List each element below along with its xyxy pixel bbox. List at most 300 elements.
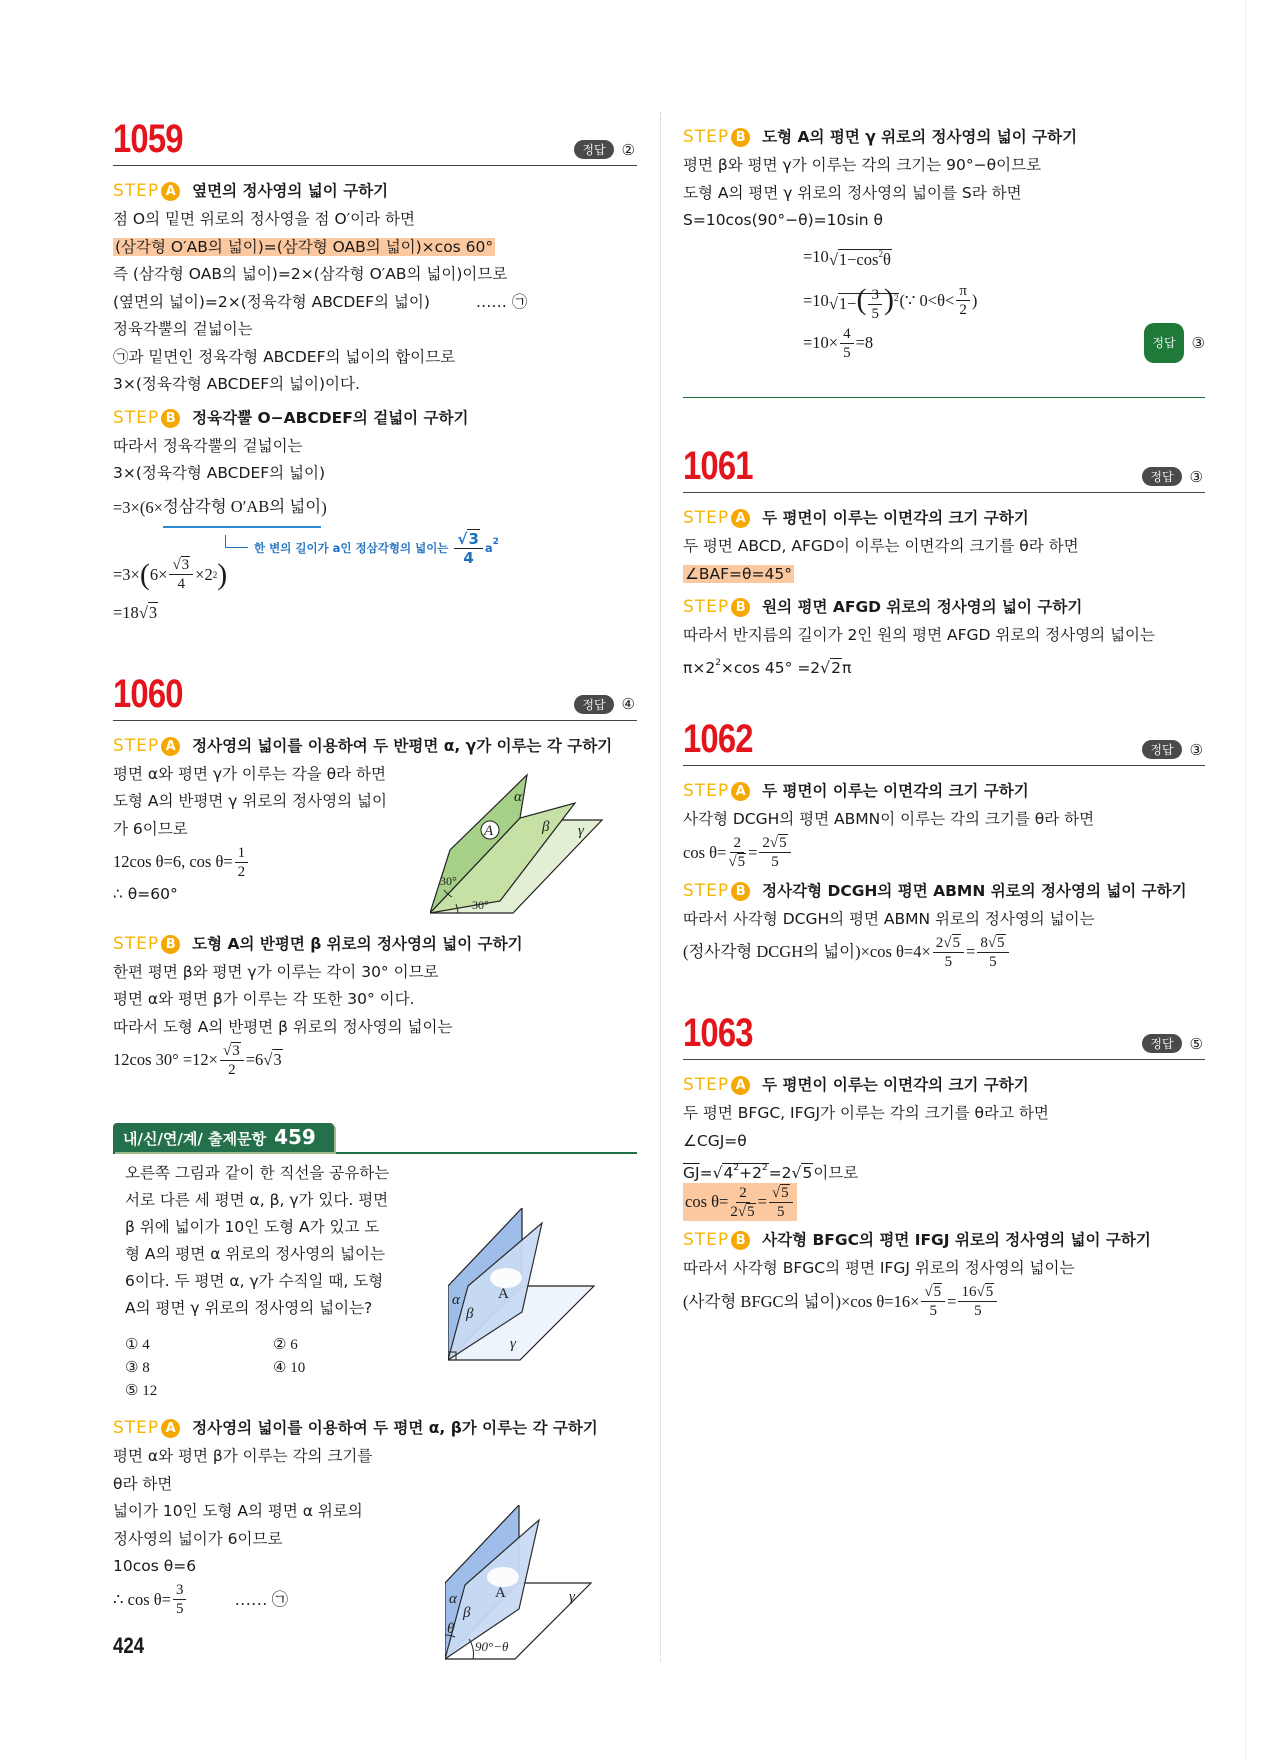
box-title: [113, 1123, 334, 1152]
step-label: STEP: [113, 1418, 160, 1438]
text-segment: 사각형 DCGH의 평면 ABMN이 이루는 각의 크기를 θ라 하면: [683, 810, 1095, 829]
numerator: [759, 834, 790, 853]
text-segment: …… ㉠: [234, 1589, 289, 1609]
math-line: [683, 1183, 1205, 1222]
text-segment: 따라서 사각형 BFGC의 평면 IFGJ 위로의 정사영의 넓이는: [683, 1259, 1075, 1278]
square-root: [976, 1283, 994, 1300]
numerator: [169, 556, 193, 575]
segment-group: [254, 529, 499, 567]
equation-tag: [476, 289, 527, 317]
figure-label: α: [452, 1292, 460, 1308]
math-line: [683, 1283, 1205, 1321]
answer-value: ②: [621, 140, 635, 159]
right-column: [683, 118, 1205, 1321]
text-segment: cos θ=: [685, 1191, 729, 1211]
text-line: [683, 1128, 1205, 1156]
text-segment: 2: [715, 657, 721, 668]
problem-header: [113, 668, 637, 721]
segment-group: [113, 375, 360, 393]
segment-group: [762, 882, 1186, 900]
text-segment: 따라서 반지름의 길이가 2인 원의 평면 AFGD 위로의 정사영의 넓이는: [683, 626, 1155, 645]
text-segment: (옆면의 넓이)=2×(정육각형 ABCDEF의 넓이): [113, 292, 430, 311]
denominator: [974, 1302, 982, 1320]
text-segment: 가 6이므로: [113, 819, 188, 838]
text-segment: π×2: [683, 658, 716, 677]
fraction: [730, 1184, 755, 1221]
text-segment: ): [217, 557, 228, 591]
figure-label: γ: [578, 823, 584, 839]
figure-label: α: [514, 789, 522, 805]
text-line: [683, 650, 1205, 678]
figure-label: γ: [569, 1589, 575, 1605]
figure-label: A: [495, 1585, 506, 1601]
text-segment: 원의 평면 AFGD 위로의 정사영의 넓이 구하기: [762, 598, 1083, 617]
figure-three-planes: [448, 1208, 598, 1366]
problem-header: [683, 1007, 1205, 1060]
text-segment: =: [757, 1191, 767, 1211]
figure-half-planes-green: [430, 773, 604, 917]
box-header: [113, 1123, 637, 1154]
text-segment: 도형 A의 평면 γ 위로의 정사영의 넓이를 S라 하면: [683, 183, 1022, 202]
segment-group: [683, 810, 1094, 828]
text-segment: 10cos θ=6: [113, 1557, 197, 1575]
answer-value: ⑤: [1189, 1034, 1203, 1053]
fraction: [235, 844, 249, 881]
text-segment: =10: [803, 246, 829, 266]
fraction: [769, 1184, 793, 1221]
text-segment: ): [321, 497, 327, 517]
segment-group: [192, 182, 388, 200]
text-line: [113, 1014, 637, 1042]
figure-label: β: [466, 1306, 474, 1322]
fraction: [840, 325, 854, 362]
step-heading: [113, 929, 637, 959]
text-segment: 5: [933, 1284, 942, 1301]
text-segment: 정육각뿔 O−ABCDEF의 겉넓이 구하기: [192, 408, 469, 427]
text-segment: 5: [843, 344, 851, 361]
text-segment: =18: [113, 602, 139, 622]
text-line: [113, 344, 637, 372]
step-letter-badge: B: [731, 1231, 750, 1250]
text-segment: +2: [739, 1164, 762, 1183]
text-segment: 이므로: [813, 1164, 859, 1183]
superscript: [894, 293, 899, 303]
numerator: [730, 834, 744, 853]
segment-group: [762, 1076, 1029, 1094]
step-heading: [113, 731, 637, 761]
step-letter-badge: B: [731, 598, 750, 617]
text-segment: 5: [771, 854, 779, 871]
segment-group: [936, 934, 961, 951]
segment-group: [113, 1502, 363, 1520]
figure-label: β: [463, 1605, 471, 1621]
text-line: [113, 206, 637, 234]
square-root: [770, 834, 788, 851]
answer-value: ③: [1189, 467, 1203, 486]
segment-group: [113, 1475, 172, 1493]
square-root: [829, 235, 892, 279]
segment-group: [113, 1018, 452, 1036]
text-line: [683, 561, 1205, 589]
step-heading: [113, 403, 637, 433]
text-segment: 2: [762, 835, 770, 852]
question-line: A의 평면 γ 위로의 정사영의 넓이는?: [125, 1299, 373, 1317]
square-root: [829, 279, 900, 324]
text-line: [113, 460, 637, 488]
text-segment: =3×(6×: [113, 497, 163, 517]
text-segment: 1−cos: [838, 249, 879, 269]
text-segment: 3×(정육각형 ABCDEF의 넓이): [113, 464, 326, 482]
math-line: [113, 556, 637, 594]
text-segment: 넓이가 10인 도형 A의 평면 α 위로의: [113, 1502, 363, 1520]
text-line: [113, 1443, 637, 1471]
text-line: [683, 1255, 1205, 1283]
text-segment: 5: [737, 854, 746, 871]
segment-group: [683, 565, 794, 583]
problem-number: 1063: [683, 1011, 753, 1056]
text-line: [683, 152, 1205, 180]
text-segment: 5: [747, 1204, 755, 1221]
text-segment: 2: [935, 934, 944, 951]
segment-group: [113, 210, 415, 228]
question-line: 서로 다른 세 평면 α, β, γ가 있다. 평면: [125, 1191, 389, 1209]
text-line: [113, 959, 637, 987]
numerator: [173, 1581, 187, 1600]
question-line: β 위에 넓이가 10인 도형 A가 있고 도: [125, 1218, 380, 1236]
text-segment: 정삼각형 O′AB의 넓이: [162, 496, 322, 516]
problem-number: 1062: [683, 717, 753, 762]
radicand: [838, 282, 900, 323]
text-segment: 3: [175, 1582, 184, 1598]
denominator: [178, 575, 186, 593]
text-segment: ): [971, 290, 978, 310]
segment-group: [762, 834, 787, 851]
fraction: [173, 1581, 187, 1618]
page-edge: [1245, 0, 1246, 1762]
superscript: [493, 537, 499, 547]
text-segment: 1: [237, 844, 246, 861]
square-root: [728, 853, 746, 870]
segment-group: [113, 265, 507, 283]
text-segment: 4: [177, 576, 186, 592]
denominator: [730, 1203, 755, 1221]
radicand: [985, 1283, 995, 1300]
denominator: [238, 863, 246, 881]
choice: ① 4: [125, 1337, 150, 1353]
text-segment: 정사영의 넓이를 이용하여 두 평면 α, β가 이루는 각 구하기: [192, 1419, 598, 1437]
text-segment: 따라서 정육각뿔의 겉넓이는: [113, 436, 303, 455]
step-heading: [683, 876, 1205, 906]
figure-three-planes-angles: [445, 1505, 595, 1663]
segment-group: [762, 598, 1082, 616]
step-heading: [113, 1413, 637, 1443]
text-segment: 정사영의 넓이를 이용하여 두 반평면 α, γ가 이루는 각 구하기: [192, 736, 613, 755]
annotation-note: [113, 528, 637, 567]
answer-badge: 정답: [1142, 1034, 1181, 1053]
highlight: [683, 565, 794, 583]
fraction: [958, 1283, 997, 1320]
text-segment: π: [959, 283, 967, 300]
segment-group: [113, 1557, 196, 1575]
text-segment: 두 평면이 이루는 이면각의 크기 구하기: [762, 782, 1029, 801]
numerator: [921, 1283, 945, 1302]
text-segment: 사각형 BFGC의 평면 IFGJ 위로의 정사영의 넓이 구하기: [762, 1231, 1151, 1250]
numerator: [868, 286, 882, 305]
text-segment: ∠BAF=θ=45°: [685, 564, 792, 583]
segment-group: [961, 1283, 994, 1300]
text-segment: (사각형 BFGC의 넓이)×cos θ=16×: [683, 1291, 920, 1311]
step-letter-badge: A: [161, 182, 180, 201]
step-label: STEP: [683, 508, 730, 529]
text-segment: 도형 A의 반평면 γ 위로의 정사영의 넓이: [113, 792, 387, 810]
answer: [574, 695, 635, 714]
text-segment: =: [947, 1291, 957, 1311]
text-segment: ∴ θ=60°: [113, 885, 178, 903]
denominator: [463, 549, 473, 567]
text-segment: =8: [855, 333, 874, 353]
text-segment: =10: [803, 290, 829, 310]
text-segment: =: [748, 842, 758, 862]
choice: ② 6: [273, 1337, 298, 1353]
text-line: [683, 533, 1205, 561]
text-segment: 두 평면 ABCD, AFGD이 이루는 이면각의 크기를 θ라 하면: [683, 537, 1079, 556]
text-segment: 5: [871, 306, 879, 323]
text-segment: 5: [781, 1185, 789, 1202]
text-line: [113, 234, 637, 262]
square-root: [172, 556, 190, 573]
radicand: [778, 834, 788, 851]
text-segment: 3: [871, 287, 879, 304]
question-line: 형 A의 평면 α 위로의 정사영의 넓이는: [125, 1245, 386, 1263]
text-segment: =: [966, 942, 976, 962]
radicand: [722, 1163, 768, 1182]
segment-overline: [683, 1164, 700, 1182]
text-segment: 옆면의 정사영의 넓이 구하기: [192, 182, 389, 200]
text-segment: =2: [768, 1164, 792, 1183]
segment-group: [683, 910, 1095, 928]
text-line: [113, 289, 637, 317]
text-segment: (∵ 0<θ<: [899, 290, 955, 310]
text-segment: 1−: [838, 293, 857, 313]
segment-group: [192, 1419, 598, 1437]
square-root: [988, 934, 1006, 951]
fraction: [933, 934, 964, 971]
denominator: [930, 1302, 938, 1320]
step-heading: [113, 176, 637, 206]
denominator: [871, 305, 879, 323]
large-parenthesis: [884, 283, 894, 316]
step-label: STEP: [683, 127, 730, 147]
text-segment: π: [841, 658, 852, 677]
text-line: [113, 316, 637, 344]
segment-group: [683, 1132, 747, 1150]
figure-label: γ: [510, 1336, 516, 1352]
answer-badge: 정답: [574, 695, 613, 714]
page-number: 424: [113, 1632, 145, 1658]
text-segment: 3: [232, 1042, 240, 1059]
question-line: 6이다. 두 평면 α, γ가 수직일 때, 도형: [125, 1272, 384, 1290]
text-line: [113, 371, 637, 399]
text-segment: 평면 α와 평면 γ가 이루는 각을 θ라 하면: [113, 764, 386, 783]
text-segment: 12cos θ=6, cos θ=: [113, 852, 233, 871]
segment-group: [113, 293, 527, 311]
segment-group: [762, 509, 1029, 527]
box-label: 내/신/연/계/ 출제문항: [123, 1130, 267, 1148]
text-segment: (: [856, 282, 867, 316]
step-label: STEP: [113, 181, 160, 201]
answer: [1142, 740, 1203, 759]
text-segment: ): [883, 282, 894, 316]
question-line: 오른쪽 그림과 같이 한 직선을 공유하는: [125, 1164, 390, 1182]
figure-label: θ: [447, 1621, 455, 1637]
square-root: [792, 1163, 814, 1182]
answer: [574, 140, 635, 159]
answer-badge: 정답: [1144, 323, 1183, 363]
text-line: [683, 1155, 1205, 1183]
text-segment: 4: [463, 548, 474, 567]
answer-value: ③: [1191, 334, 1205, 353]
text-segment: S=10cos(90°−θ)=10sin θ: [683, 211, 883, 229]
segment-group: [723, 1164, 767, 1182]
text-segment: (: [139, 557, 150, 591]
step-heading: [683, 1070, 1205, 1100]
text-segment: 5: [985, 1284, 994, 1301]
text-segment: 한편 평면 β와 평면 γ가 이루는 각이 30° 이므로: [113, 962, 439, 981]
square-root: [457, 529, 479, 548]
text-segment: 따라서 사각형 DCGH의 평면 ABMN 위로의 정사영의 넓이는: [683, 909, 1095, 928]
segment-group: [683, 184, 1022, 202]
fraction: [868, 286, 882, 323]
step-letter-badge: B: [731, 882, 750, 901]
square-root: [943, 934, 961, 951]
text-line: [683, 180, 1205, 208]
text-segment: =3×: [113, 564, 140, 584]
math-line: [683, 323, 1205, 363]
text-segment: ∠CGJ=θ: [683, 1131, 747, 1150]
answer-value: ④: [621, 695, 635, 713]
math-line: [113, 1041, 637, 1079]
square-root: [772, 1184, 790, 1201]
segment-group: [683, 537, 1079, 555]
figure-label: α: [449, 1591, 457, 1607]
underlined-term: [163, 488, 321, 528]
numerator: [454, 530, 482, 549]
text-segment: 3: [468, 529, 479, 548]
segment-group: [683, 1259, 1074, 1277]
numerator: [840, 325, 854, 344]
text-segment: …… ㉠: [475, 292, 528, 311]
fraction: [956, 282, 970, 319]
fraction: [220, 1042, 244, 1079]
segment-group: [113, 1530, 282, 1548]
square-root: [223, 1042, 241, 1059]
segment-group: [113, 990, 415, 1008]
text-segment: 도형 A의 평면 γ 위로의 정사영의 넓이 구하기: [762, 128, 1078, 146]
figure-label: 30°: [440, 874, 457, 888]
text-segment: 6×: [149, 564, 168, 584]
segment-group: [683, 156, 1041, 174]
step-label: STEP: [113, 407, 160, 428]
step-letter-badge: B: [731, 128, 750, 147]
answer: [1142, 1034, 1203, 1053]
segment-group: [762, 1231, 1151, 1249]
text-segment: 두 평면이 이루는 이면각의 크기 구하기: [762, 509, 1029, 528]
segment-group: [762, 128, 1077, 146]
text-segment: 2: [733, 1163, 740, 1174]
step-heading: [683, 776, 1205, 806]
fraction: [759, 834, 790, 871]
numerator: [736, 1184, 750, 1203]
step-heading: [683, 1225, 1205, 1255]
step-heading: [683, 503, 1205, 533]
problem-header: [113, 113, 637, 166]
text-segment: 2: [492, 536, 499, 547]
step-letter-badge: A: [161, 737, 180, 756]
text-segment: 두 평면이 이루는 이면각의 크기 구하기: [762, 1076, 1029, 1095]
denominator: [176, 1600, 184, 1618]
segment-group: [683, 1104, 1049, 1122]
text-segment: 3×(정육각형 ABCDEF의 넓이)이다.: [113, 375, 360, 393]
equation-tag: [234, 1581, 288, 1619]
text-segment: 5: [944, 953, 953, 970]
denominator: [771, 853, 779, 871]
segment-group: [683, 659, 851, 677]
text-line: [683, 622, 1205, 650]
segment-group: [839, 250, 891, 269]
numerator: [958, 1283, 997, 1302]
segment-group: [730, 1203, 755, 1220]
denominator: [959, 301, 967, 319]
segment-group: [728, 853, 746, 870]
text-segment: 2: [831, 658, 841, 677]
segment-group: [113, 437, 303, 455]
text-segment: $\overline{GJ}$: [683, 1164, 700, 1183]
radicand: [996, 934, 1006, 951]
figure-label: A: [484, 823, 494, 839]
radicand: [467, 529, 479, 548]
segment-group: [113, 885, 178, 903]
large-parenthesis: [139, 557, 150, 591]
text-line: [113, 261, 637, 289]
radicand: [231, 1042, 241, 1059]
text-segment: 16: [961, 1284, 977, 1301]
text-segment: 정사각형 DCGH의 평면 ABMN 위로의 정사영의 넓이 구하기: [762, 881, 1187, 900]
problem-header: [683, 713, 1205, 766]
numerator: [235, 844, 249, 863]
text-segment: 5: [802, 1164, 813, 1183]
radicand: [272, 1049, 282, 1069]
text-segment: 평면 β와 평면 γ가 이루는 각의 크기는 90°−θ이므로: [683, 156, 1042, 174]
radicand: [801, 1163, 813, 1182]
text-segment: 5: [974, 1303, 982, 1320]
segment-group: [192, 737, 612, 755]
text-segment: ㉠과 밑면인 정육각형 ABCDEF의 넓이의 합이므로: [113, 347, 456, 366]
text-line: [113, 1471, 637, 1499]
text-segment: 평면 α와 평면 β가 이루는 각의 크기를: [113, 1447, 373, 1465]
radicand: [780, 1184, 790, 1201]
step-heading: [683, 592, 1205, 622]
math-line: [113, 594, 637, 632]
text-segment: 3: [273, 1050, 282, 1069]
segment-group: [113, 238, 495, 256]
step-letter-badge: B: [161, 935, 180, 954]
segment-group: [113, 464, 325, 482]
denominator: [777, 1203, 785, 1221]
square-root: [924, 1283, 942, 1300]
highlight: [683, 1183, 797, 1222]
choice: ③ 8: [125, 1360, 150, 1376]
arrow-icon: [225, 535, 248, 548]
